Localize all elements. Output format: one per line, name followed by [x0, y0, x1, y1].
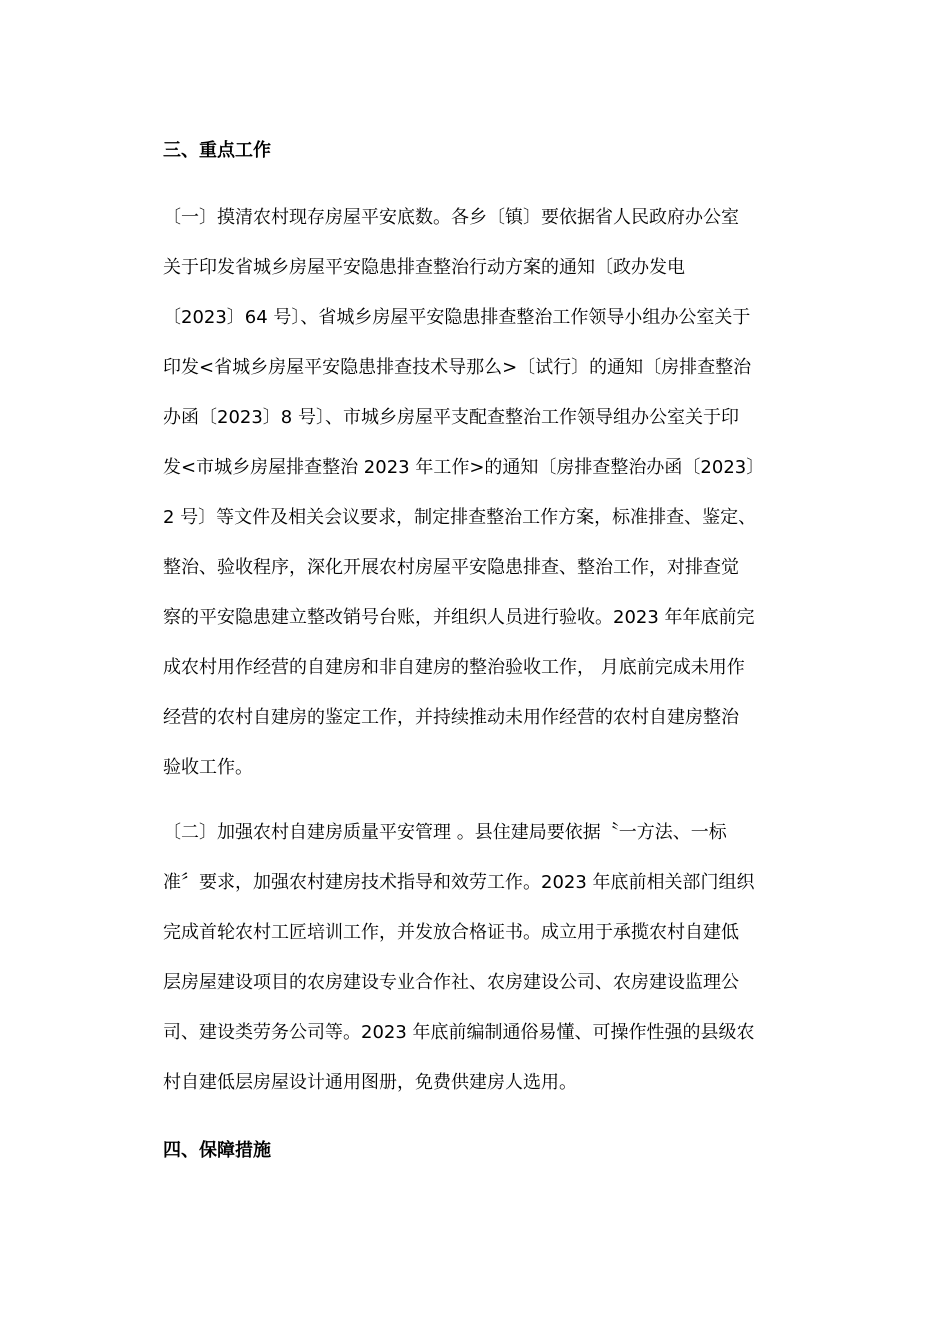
text-line: 经营的农村自建房的鉴定工作，并持续推动未用作经营的农村自建房整治 [163, 707, 739, 728]
text-line: 层房屋建设项目的农房建设专业合作社、农房建设公司、农房建设监理公 [163, 972, 739, 993]
text-line: 印发<省城乡房屋平安隐患排查技术导那么>〔试行〕的通知〔房排查整治 [163, 357, 752, 378]
text-line: 察的平安隐患建立整改销号台账，并组织人员进行验收。2023 年年底前完 [163, 607, 755, 628]
text-line: 2 号〕等文件及相关会议要求，制定排查整治工作方案，标准排查、鉴定、 [163, 507, 757, 528]
text-line: 成农村用作经营的自建房和非自建房的整治验收工作， 月底前完成未用作 [163, 657, 745, 678]
section-heading-safeguards: 四、保障措施 [163, 1140, 271, 1161]
text-line: 发<市城乡房屋排查整治 2023 年工作>的通知〔房排查整治办函〔2023〕 [163, 457, 765, 478]
text-line: 村自建低层房屋设计通用图册，免费供建房人选用。 [163, 1072, 577, 1093]
text-line: 〔一〕摸清农村现存房屋平安底数。各乡〔镇〕要依据省人民政府办公室 [163, 207, 739, 228]
text-line: 整治、验收程序，深化开展农村房屋平安隐患排查、整治工作，对排查觉 [163, 557, 739, 578]
paragraph-housing-survey [163, 203, 803, 803]
text-line: 验收工作。 [163, 757, 253, 778]
text-line: 关于印发省城乡房屋平安隐患排查整治行动方案的通知〔政办发电 [163, 257, 685, 278]
text-line: 〔二〕加强农村自建房质量平安管理 。县住建局要依据〝一方法、一标 [163, 822, 727, 843]
text-line: 办函〔2023〕8 号〕、市城乡房屋平支配查整治工作领导组办公室关于印 [163, 407, 739, 428]
text-line: 〔2023〕64 号〕、省城乡房屋平安隐患排查整治工作领导小组办公室关于 [163, 307, 751, 328]
section-heading-key-work: 三、重点工作 [163, 140, 271, 161]
text-line: 司、建设类劳务公司等。2023 年底前编制通俗易懂、可操作性强的县级农 [163, 1022, 755, 1043]
paragraph-quality-management [163, 818, 803, 1118]
text-line: 完成首轮农村工匠培训工作，并发放合格证书。成立用于承揽农村自建低 [163, 922, 739, 943]
text-line: 准〞要求，加强农村建房技术指导和效劳工作。2023 年底前相关部门组织 [163, 872, 755, 893]
